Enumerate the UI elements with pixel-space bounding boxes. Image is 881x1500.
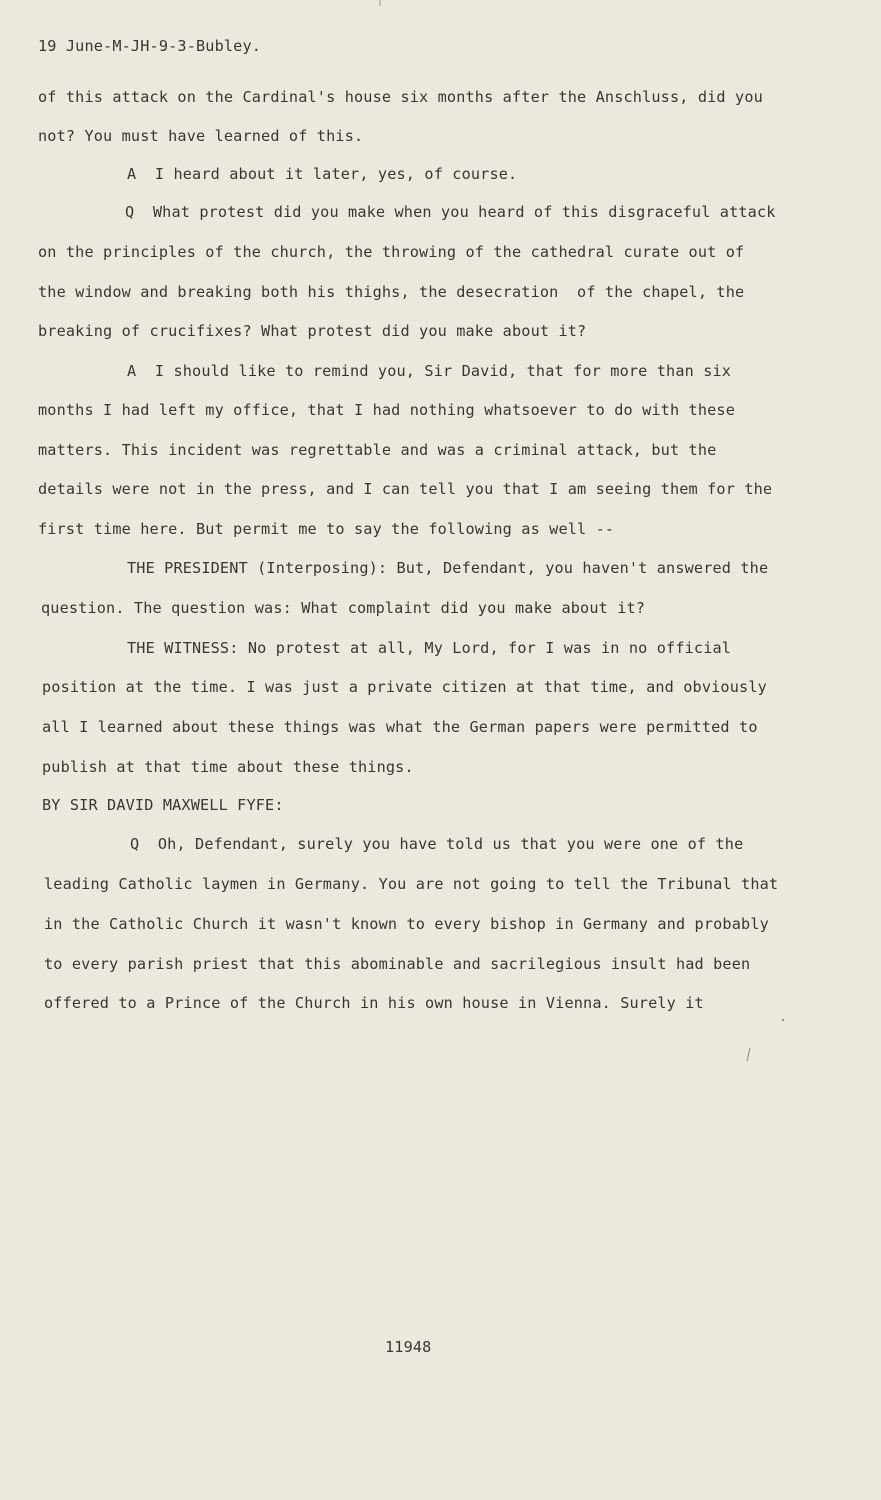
page-number: 11948 bbox=[385, 1338, 432, 1356]
text-line: THE PRESIDENT (Interposing): But, Defendant, you haven't answered the bbox=[127, 559, 769, 577]
text-line: A I should like to remind you, Sir David, that for more than six bbox=[127, 362, 732, 380]
text-line: Q What protest did you make when you heard of this disgraceful attack bbox=[125, 203, 776, 221]
text-line: on the principles of the church, the throwing of the cathedral curate out of bbox=[38, 243, 745, 261]
text-line: not? You must have learned of this. bbox=[38, 127, 364, 145]
text-line: of this attack on the Cardinal's house six months after the Anschluss, did you bbox=[38, 88, 763, 106]
text-line: breaking of crucifixes? What protest did you make about it? bbox=[38, 322, 587, 340]
text-line: offered to a Prince of the Church in his own house in Vienna. Surely it bbox=[44, 994, 704, 1012]
text-line: in the Catholic Church it wasn't known to every bishop in Germany and probably bbox=[44, 915, 769, 933]
text-line: THE WITNESS: No protest at all, My Lord, for I was in no official bbox=[127, 639, 732, 657]
text-line: publish at that time about these things. bbox=[42, 758, 414, 776]
text-line: first time here. But permit me to say the following as well -- bbox=[38, 520, 615, 538]
pencil-mark bbox=[747, 1048, 750, 1061]
text-line: leading Catholic laymen in Germany. You are not going to tell the Tribunal that bbox=[44, 875, 779, 893]
text-line: details were not in the press, and I can tell you that I am seeing them for the bbox=[38, 480, 773, 498]
text-line: Q Oh, Defendant, surely you have told us that you were one of the bbox=[130, 835, 744, 853]
text-line: months I had left my office, that I had nothing whatsoever to do with these bbox=[38, 401, 736, 419]
text-line: matters. This incident was regrettable and was a criminal attack, but the bbox=[38, 441, 717, 459]
text-line: to every parish priest that this abominable and sacrilegious insult had been bbox=[44, 955, 751, 973]
text-line: the window and breaking both his thighs, the desecration of the chapel, the bbox=[38, 283, 745, 301]
section-heading: BY SIR DAVID MAXWELL FYFE: bbox=[42, 796, 284, 814]
text-line: position at the time. I was just a private citizen at that time, and obviously bbox=[42, 678, 767, 696]
text-line: A I heard about it later, yes, of course. bbox=[127, 165, 518, 183]
text-line: question. The question was: What complaint did you make about it? bbox=[41, 599, 646, 617]
paper-speck bbox=[782, 1019, 784, 1021]
text-line: all I learned about these things was what the German papers were permitted to bbox=[42, 718, 758, 736]
page-header: 19 June-M-JH-9-3-Bubley. bbox=[38, 37, 262, 55]
